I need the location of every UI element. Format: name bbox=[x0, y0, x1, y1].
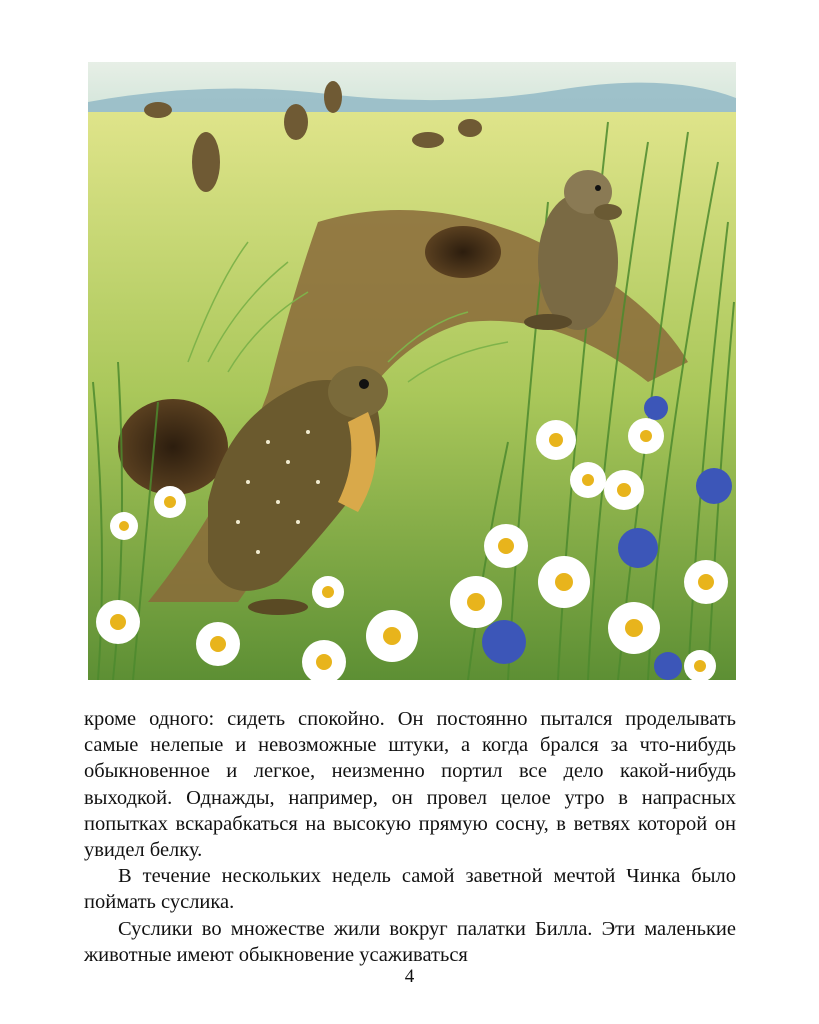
paragraph-3: Суслики во множестве жили вокруг палатки Билла. Эти маленькие животные имеют обыкновение усаживаться bbox=[84, 917, 736, 966]
page-number: 4 bbox=[404, 966, 415, 987]
paragraph-2: В течение нескольких недель самой заветной мечтой Чинка было поймать суслика. bbox=[84, 865, 736, 914]
paragraph-1: кроме одного: сидеть спокойно. Он постоянно пытался проделывать самые нелепые и невозможные штуки, а когда брался за что-нибудь обыкновенное и легкое, неизменно портил все дело какой-нибудь выходкой. Однажды, например, он провел целое утро в напрасных попытках вскарабкаться на высокую прямую сосну, в ветвях которой он увидел белку. bbox=[84, 708, 736, 862]
illustration-meadow-gophers bbox=[88, 62, 736, 680]
burrow-hole-left bbox=[118, 399, 228, 495]
burrow-hole-right bbox=[425, 226, 501, 278]
body-text bbox=[84, 706, 736, 968]
meadow-scene bbox=[88, 62, 736, 680]
